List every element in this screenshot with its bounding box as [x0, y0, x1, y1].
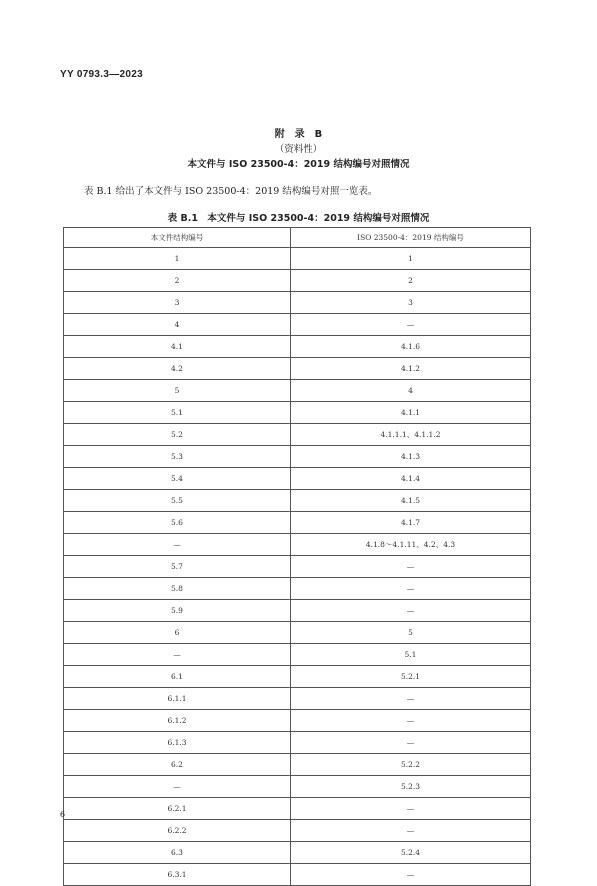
table-row	[64, 820, 531, 842]
cell-iso-number: —	[291, 688, 531, 710]
table-row	[64, 776, 531, 798]
cell-iso-number: 4.1.7	[291, 512, 531, 534]
cell-iso-number: —	[291, 798, 531, 820]
cell-iso-number: 4	[291, 380, 531, 402]
table-row	[64, 556, 531, 578]
cell-iso-number: —	[291, 820, 531, 842]
table-row	[64, 402, 531, 424]
cell-this-document-number: 4	[64, 314, 291, 336]
table-row	[64, 424, 531, 446]
cell-iso-number: 4.1.1	[291, 402, 531, 424]
table-row	[64, 490, 531, 512]
appendix-note: （资料性）	[274, 144, 323, 155]
cell-iso-number: 4.1.4	[291, 468, 531, 490]
structure-comparison-table	[63, 227, 531, 886]
table-row	[64, 710, 531, 732]
table-header-row	[64, 228, 531, 248]
table-caption: 表 B.1 本文件与 ISO 23500-4：2019 结构编号对照情况	[167, 213, 430, 224]
cell-this-document-number: 5.1	[64, 402, 291, 424]
table-row	[64, 622, 531, 644]
cell-this-document-number: 6.1.2	[64, 710, 291, 732]
table-row	[64, 864, 531, 886]
table-row	[64, 666, 531, 688]
page-number: 6	[60, 810, 66, 819]
cell-this-document-number: 5.4	[64, 468, 291, 490]
cell-this-document-number: 6.2.2	[64, 820, 291, 842]
table-row	[64, 446, 531, 468]
table-row	[64, 534, 531, 556]
cell-iso-number: 5.2.3	[291, 776, 531, 798]
cell-iso-number: —	[291, 732, 531, 754]
cell-this-document-number: 5.8	[64, 578, 291, 600]
cell-this-document-number: 6.1.3	[64, 732, 291, 754]
table-body	[64, 248, 531, 886]
column-header-iso: ISO 23500-4：2019 结构编号	[291, 228, 531, 248]
cell-this-document-number: 6.3	[64, 842, 291, 864]
cell-this-document-number: 3	[64, 292, 291, 314]
cell-iso-number: 4.1.3	[291, 446, 531, 468]
appendix-subtitle: 本文件与 ISO 23500-4：2019 结构编号对照情况	[187, 159, 410, 170]
cell-iso-number: 2	[291, 270, 531, 292]
table-row	[64, 468, 531, 490]
cell-this-document-number: 4.2	[64, 358, 291, 380]
intro-paragraph: 表 B.1 给出了本文件与 ISO 23500-4：2019 结构编号对照一览表。	[84, 186, 378, 197]
cell-iso-number: 5.2.1	[291, 666, 531, 688]
cell-iso-number: —	[291, 556, 531, 578]
cell-iso-number: 4.1.2	[291, 358, 531, 380]
cell-iso-number: 5.1	[291, 644, 531, 666]
cell-iso-number: 1	[291, 248, 531, 270]
cell-iso-number: —	[291, 710, 531, 732]
table-row	[64, 754, 531, 776]
column-header-this-document: 本文件结构编号	[64, 228, 291, 248]
table-row	[64, 336, 531, 358]
cell-this-document-number: 2	[64, 270, 291, 292]
cell-this-document-number: 5.5	[64, 490, 291, 512]
table-row	[64, 292, 531, 314]
cell-this-document-number: 6.2	[64, 754, 291, 776]
table-row	[64, 798, 531, 820]
cell-this-document-number: —	[64, 776, 291, 798]
cell-this-document-number: 6	[64, 622, 291, 644]
cell-iso-number: 5.2.4	[291, 842, 531, 864]
cell-iso-number: —	[291, 864, 531, 886]
cell-this-document-number: 6.3.1	[64, 864, 291, 886]
cell-this-document-number: —	[64, 534, 291, 556]
appendix-title: 附 录 B	[274, 129, 323, 140]
table-row	[64, 688, 531, 710]
cell-iso-number: —	[291, 314, 531, 336]
cell-iso-number: 4.1.8～4.1.11、4.2、4.3	[291, 534, 531, 556]
table-row	[64, 512, 531, 534]
cell-this-document-number: 5.6	[64, 512, 291, 534]
cell-this-document-number: 5.9	[64, 600, 291, 622]
cell-iso-number: —	[291, 600, 531, 622]
cell-this-document-number: 5	[64, 380, 291, 402]
cell-iso-number: 4.1.6	[291, 336, 531, 358]
cell-iso-number: 5.2.2	[291, 754, 531, 776]
cell-iso-number: 4.1.5	[291, 490, 531, 512]
table-row	[64, 270, 531, 292]
cell-this-document-number: 6.2.1	[64, 798, 291, 820]
cell-iso-number: 3	[291, 292, 531, 314]
table-row	[64, 644, 531, 666]
cell-this-document-number: 4.1	[64, 336, 291, 358]
cell-this-document-number: —	[64, 644, 291, 666]
cell-iso-number: 4.1.1.1、4.1.1.2	[291, 424, 531, 446]
cell-this-document-number: 5.2	[64, 424, 291, 446]
table-row	[64, 578, 531, 600]
standard-code: YY 0793.3—2023	[60, 69, 143, 80]
table-row	[64, 380, 531, 402]
table-row	[64, 248, 531, 270]
cell-this-document-number: 6.1	[64, 666, 291, 688]
cell-iso-number: —	[291, 578, 531, 600]
table-row	[64, 314, 531, 336]
cell-this-document-number: 6.1.1	[64, 688, 291, 710]
table-row	[64, 358, 531, 380]
cell-this-document-number: 1	[64, 248, 291, 270]
cell-iso-number: 5	[291, 622, 531, 644]
cell-this-document-number: 5.7	[64, 556, 291, 578]
table-row	[64, 600, 531, 622]
cell-this-document-number: 5.3	[64, 446, 291, 468]
table-row	[64, 732, 531, 754]
